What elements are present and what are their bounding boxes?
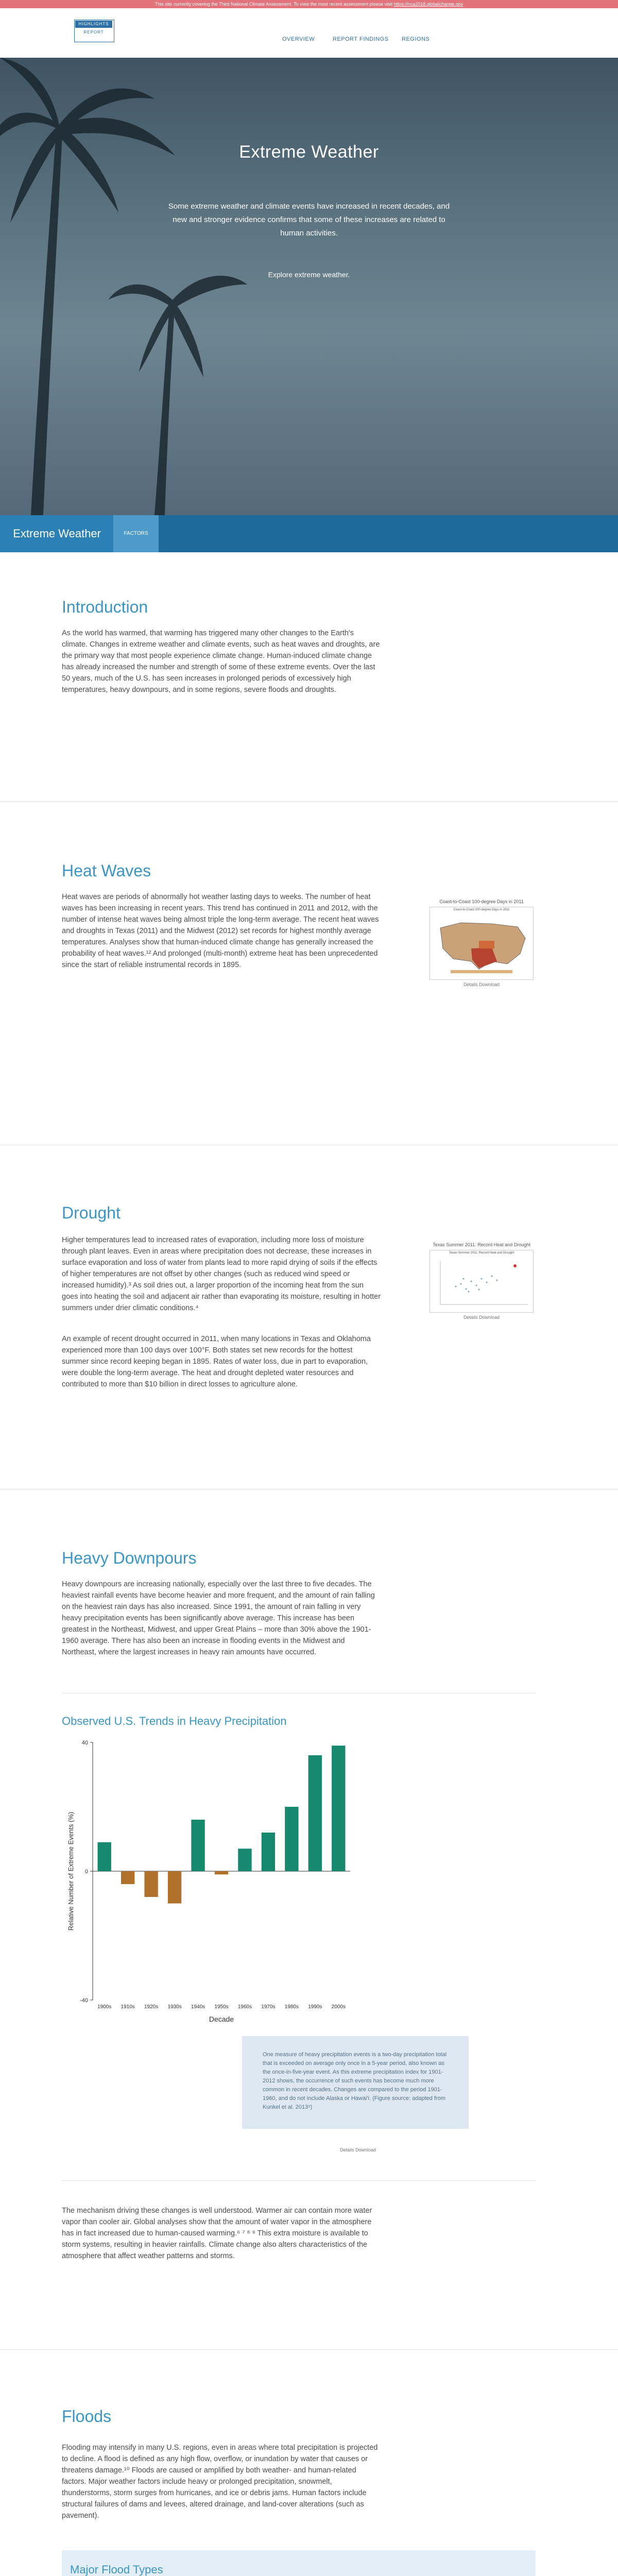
heavy-downpours-text: Heavy downpours are increasing nationally, especially over the last three to five decades. The heaviest rainfall events have become heavier and more frequent, and the amount of rain falling on the heaviest rain days has also increased. Since 1991, the amount of rain falling in very heavy precipitation events has been significantly above average. This increase has been greatest in the Northeast, Midwest, and upper Great Plains – more than 30% above the 1901-1960 average. There has also been an increase in flooding events in the Midwest and Northeast, where the largest increases in heavy rain amounts have occurred. [62, 1580, 375, 1656]
palm-trees-image [0, 58, 618, 515]
bar-1980s [285, 1807, 298, 1871]
heat-figure-caption: Coast-to-Coast 100-degree Days in 2011 [439, 899, 524, 904]
introduction-text: As the world has warmed, that warming has triggered many other changes to the Earth's climate. Changes in extreme weather and climate events, such as heat waves and droughts, are the primary way that most people experience climate change. Human-induced climate change has already increased the number and strength of some of these extreme events. Over the last 50 years, much of the U.S. has seen increases in prolonged periods of excessively high temperatures, heavy downpours, and in some regions, severe floods and droughts. [62, 629, 380, 694]
x-tick-label: 1900s [97, 2004, 112, 2010]
bar-1910s [121, 1871, 134, 1884]
drought-figure[interactable] [427, 1242, 536, 1320]
x-tick-label: 2000s [331, 2004, 346, 2010]
x-tick-label: 1990s [308, 2004, 322, 2010]
logo-report-text: REPORT [83, 30, 104, 35]
nav-regions[interactable]: REGIONS [402, 36, 430, 42]
x-tick-label: 1930s [167, 2004, 182, 2010]
y-tick-label: -40 [80, 1997, 88, 2004]
chart-figure-links[interactable]: Details Download [340, 2147, 376, 2153]
drought-figure-links[interactable]: Details Download [463, 1315, 500, 1320]
heat-figure[interactable] [427, 899, 536, 987]
chart-note [242, 2036, 469, 2129]
divider [62, 2180, 536, 2181]
alert-text: This site currently covering the Third National Climate Assessment. To view the most recent assessment please visit [154, 2, 393, 7]
bar-1950s [215, 1871, 228, 1874]
bar-1960s [238, 1849, 251, 1871]
heavy-precipitation-chart [62, 1737, 360, 2026]
nav-overview[interactable]: OVERVIEW [282, 36, 315, 42]
drought-scatter-image [430, 1250, 534, 1313]
x-tick-label: 1910s [121, 2004, 135, 2010]
heat-waves-text: Heat waves are periods of abnormally hot weather lasting days to weeks. The number of heat waves has been increasing in recent years. This trend has continued in 2011 and 2012, with the number of intense heat waves being almost triple the long-term average. The recent heat waves and droughts in Texas (2011) and the Midwest (2012) set records for highest monthly average temperatures. Analyses show that human-induced climate change has generally increased the probability of heat waves.¹² And prolonged (multi-month) extreme heat has been unprecedented since the start of reliable instrumental records in 1895. [62, 893, 379, 969]
alert-link[interactable]: https://nca2018.globalchange.gov [393, 2, 464, 7]
floods-text: Flooding may intensify in many U.S. regions, even in areas where total precipitation is projected to decline. A flood is defined as any high flow, overflow, or inundation by water that causes or threatens damage.¹⁰ Floods are caused or amplified by both weather- and human-related factors. Major weather factors include heavy or prolonged precipitation, snowmelt, thunderstorms, storm surges from hurricanes, and ice or debris jams. Human factors include structural failures of dams and levees, altered drainage, and land-cover alterations (such as pavement). [62, 2444, 378, 2520]
heat-waves-heading: Heat Waves [62, 861, 151, 880]
tab-factors[interactable]: FACTORS [113, 515, 159, 552]
hero-description: Some extreme weather and climate events have increased in recent decades, and new and stronger evidence confirms that some of these increases are related to human activities. [168, 202, 450, 238]
section-nav-bar [0, 515, 618, 552]
us-map-icon [430, 912, 533, 979]
bar-1900s [98, 1842, 111, 1871]
floods-heading: Floods [62, 2407, 112, 2426]
x-tick-label: 1940s [191, 2004, 205, 2010]
drought-text-1: Higher temperatures lead to increased rates of evaporation, including more loss of moisture through plant leaves. Even in areas where precipitation does not decrease, these increases in surface evaporation and loss of water from plants lead to more rapid drying of soils if the effects of higher temperatures are not offset by other changes (such as reduced wind speed or increased humidity).³ As soil dries out, a larger proportion of the incoming heat from the sun goes into heating the soil and adjacent air rather than evaporating its moisture, resulting in hotter summers under drier climatic conditions.⁴ [62, 1236, 381, 1312]
x-tick-label: 1960s [237, 2004, 252, 2010]
chart-title: Observed U.S. Trends in Heavy Precipitation [62, 1715, 287, 1727]
bar-1970s [262, 1833, 275, 1871]
heavy-downpours-text-2: The mechanism driving these changes is well understood. Warmer air can contain more water vapor than cooler air. Global analyses show that the amount of water vapor in the atmosphere has in fact increased due to human-caused warming.⁶ ⁷ ⁸ ⁹ This extra moisture is available to storm systems, resulting in heavier rainfalls. Climate change also alters characteristics of the atmosphere that affect weather patterns and storms. [62, 2207, 372, 2260]
drought-inner-title: Texas Summer 2011: Record Heat and Drought [449, 1251, 514, 1255]
y-tick-label: 0 [84, 1869, 88, 1875]
y-tick-label: 40 [81, 1740, 88, 1746]
site-logo[interactable] [62, 12, 124, 54]
heavy-downpours-heading: Heavy Downpours [62, 1549, 197, 1567]
chart-note-text: One measure of heavy precipitation events is a two-day precipitation total that is exceeded on average only once in a 5-year period, also known as the once-in-five-year event. As this extreme precipitation index for 1901-2012 shows, the occurrence of such events has become much more common in recent decades. Changes are compared to the period 1901-1960, and do not include Alaska or Hawai'i. (Figure source: adapted from Kunkel et al. 2013⁵) [263, 2052, 447, 2110]
bar-1990s [308, 1755, 322, 1871]
drought-figure-caption: Texas Summer 2011: Record Heat and Drought [433, 1242, 530, 1247]
heat-figure-links[interactable]: Details Download [463, 982, 500, 987]
y-axis-label: Relative Number of Extreme Events (%) [67, 1811, 75, 1931]
site-header [0, 8, 618, 58]
site-alert-banner [0, 0, 618, 8]
x-tick-label: 1920s [144, 2004, 159, 2010]
nav-report-findings[interactable]: REPORT FINDINGS [333, 36, 389, 42]
x-tick-label: 1950s [214, 2004, 229, 2010]
bar-1920s [144, 1871, 158, 1897]
bar-1930s [168, 1871, 181, 1904]
x-axis-label: Decade [209, 2015, 234, 2023]
heat-map-image [430, 907, 534, 980]
logo-highlights-text: HIGHLIGHTS [75, 21, 112, 28]
bar-2000s [332, 1745, 345, 1871]
explore-link[interactable]: Explore extreme weather. [268, 270, 350, 279]
section-title-text: Extreme Weather [13, 527, 101, 540]
divider [0, 801, 618, 802]
introduction-heading: Introduction [62, 598, 148, 616]
section-title [0, 515, 113, 552]
hero-banner [0, 58, 618, 515]
x-tick-label: 1970s [261, 2004, 276, 2010]
x-tick-label: 1980s [284, 2004, 299, 2010]
heat-map-inner-title: Coast-to-Coast 100-degree Days in 2011 [453, 908, 510, 911]
hero-title: Extreme Weather [239, 142, 379, 162]
flood-types-heading: Major Flood Types [70, 2563, 163, 2576]
bar-1940s [191, 1820, 204, 1871]
drought-scatter-icon [430, 1256, 533, 1312]
drought-text-2: An example of recent drought occurred in 2011, when many locations in Texas and Oklahoma experienced more than 100 days over 100°F. Both states set new records for the hottest summer since record keeping began in 1895. Rates of water loss, due in part to evaporation, were double the long-term average. The heat and drought depleted water resources and contributed to more than $10 billion in direct losses to agriculture alone. [62, 1335, 371, 1388]
drought-heading: Drought [62, 1204, 121, 1222]
divider [0, 2349, 618, 2350]
